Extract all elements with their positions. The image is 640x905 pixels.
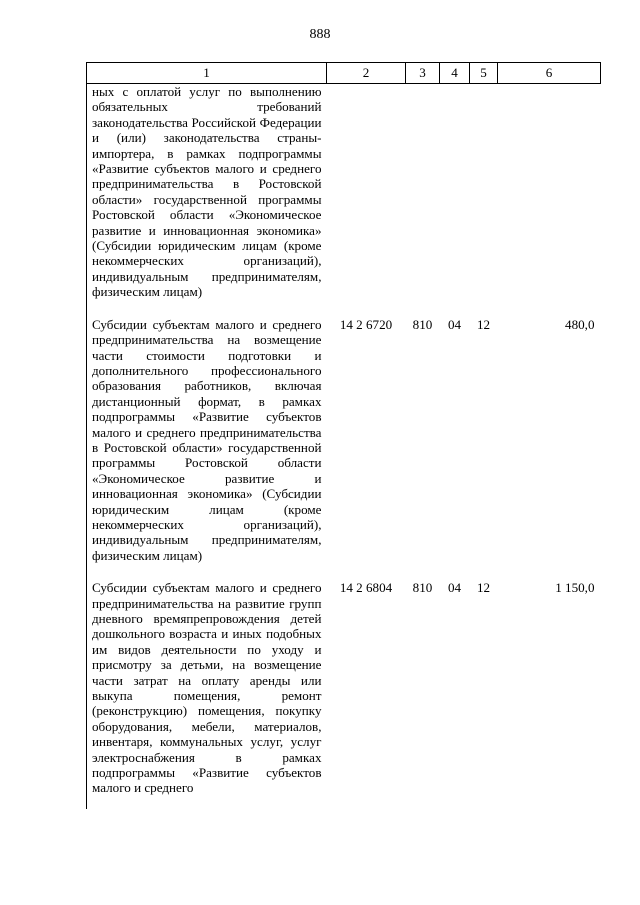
table-row [87, 313, 601, 577]
row-csr [327, 84, 406, 313]
header-col-4: 4 [440, 63, 470, 84]
row-vr [406, 84, 440, 313]
page-number: 888 [309, 27, 331, 42]
budget-table [86, 62, 601, 809]
row-rz: 04 [447, 316, 462, 332]
row-description: ных с оплатой услуг по выполнению обязательных требований законодательства Российской Федерации и (или) законодательства страны-импортера, в рамках подпрограммы «Развитие субъектов малого и среднего предпринимательства в Ростовской области» государственной программы Ростовской области «Экономическое развитие и инновационная экономика» (Субсидии юридическим лицам (кроме некоммерческих организаций), индивидуальным предпринимателям, физическим лицам) [87, 84, 327, 313]
row-rz: 04 [447, 580, 462, 596]
row-description: Субсидии субъектам малого и среднего предпринимательства на возмещение части стоимости подготовки и дополнительного профессионального образования работников, включая дистанционный формат, в рамках подпрограммы «Развитие субъектов малого и среднего предпринимательства в Ростовской области» государственной программы Ростовской области «Экономическое развитие и инновационная экономика» (Субсидии юридическим лицам (кроме некоммерческих организаций), индивидуальным предпринимателям, физическим лицам) [87, 313, 327, 577]
row-vr: 810 [412, 316, 433, 332]
row-pr: 12 [476, 316, 491, 332]
row-description: Субсидии субъектам малого и среднего предпринимательства на развитие групп дневного времяпрепровождения детей дошкольного возраста и иных подобных им видов деятельности по уходу и присмотру за детьми, на возмещение части затрат на оплату аренды или выкупа помещения, ремонт (реконструкцию) помещения, покупку оборудования, мебели, материалов, инвентаря, коммунальных услуг, услуг электроснабжения в рамках подпрограммы «Развитие субъектов малого и среднего [87, 576, 327, 809]
header-col-1: 1 [87, 63, 327, 84]
table-header-row [87, 63, 601, 84]
row-vr: 810 [412, 580, 433, 596]
row-pr [470, 84, 498, 313]
header-col-3: 3 [406, 63, 440, 84]
row-csr: 14 2 6804 [339, 580, 393, 596]
header-col-2: 2 [327, 63, 406, 84]
row-rz [440, 84, 470, 313]
row-pr: 12 [476, 580, 491, 596]
row-csr: 14 2 6720 [339, 316, 393, 332]
header-col-6: 6 [498, 63, 601, 84]
row-amount [498, 84, 601, 313]
row-amount: 1 150,0 [555, 580, 595, 596]
row-amount: 480,0 [565, 316, 595, 332]
header-col-5: 5 [470, 63, 498, 84]
table-row [87, 84, 601, 313]
table-row [87, 576, 601, 809]
